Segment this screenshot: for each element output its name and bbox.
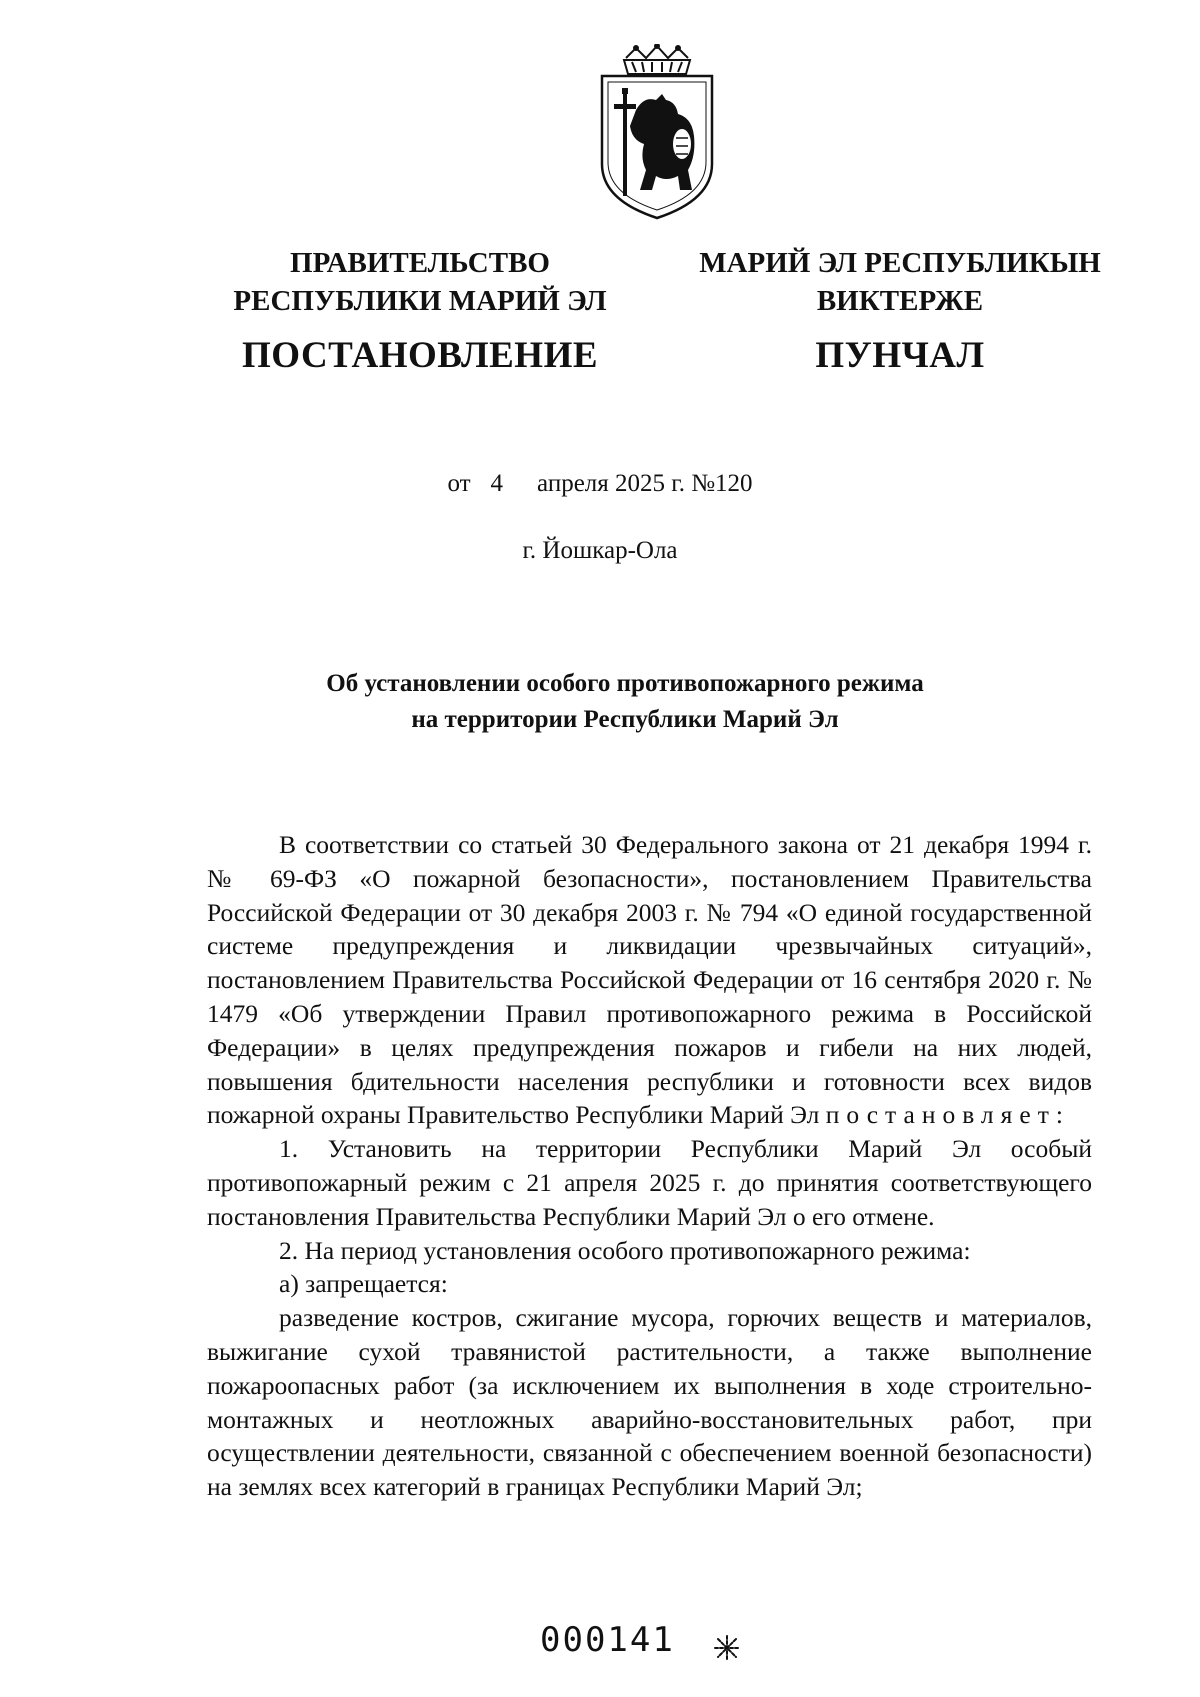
title-line1: Об установлении особого противопожарного режима [326,670,924,697]
date-prefix: от [447,470,471,497]
item-1: 1. Установить на территории Республики Марий Эл особый противопожарный режим с 21 апреля 2025 г. до принятия соответствующего постановления Правительства Республики Марий Эл о его отмене. [207,1134,1092,1231]
preamble-paragraph [207,828,1092,1132]
city: г. Йошкар-Ола [522,537,678,564]
header-left [190,244,650,378]
document-title [200,666,1050,738]
resolves-word: постановляет: [825,1100,1070,1130]
coat-of-arms-icon [596,44,718,222]
item-2a: а) запрещается: [279,1269,448,1299]
title-line2: на территории Республики Марий Эл [411,706,839,733]
asterisk-stamp-icon [713,1634,741,1662]
preamble-text: В соответствии со статьей 30 Федерального закона от 21 декабря 1994 г. № 69-ФЗ «О пожарной безопасности», постановлением Правительства Российской Федерации от 30 декабря 2003 г. № 794 «О единой государственной системе предупреждения и ликвидации чрезвычайных ситуаций», постановлением Правительства Российской Федерации от 16 сентября 2020 г. № 1479 «Об утверждении Правил противопожарного режима в Российской Федерации» в целях предупреждения пожаров и гибели на них людей, повышения бдительности населения республики и готовности всех видов пожарной охраны Правительство Республики Марий Эл [207,830,1092,1130]
document-number: №120 [691,470,753,497]
header-left-line1: ПРАВИТЕЛЬСТВО [290,247,550,279]
item-2a-text: разведение костров, сжигание мусора, горючих веществ и материалов, выжигание сухой травянистой растительности, а также выполнение пожароопасных работ (за исключением их выполнения в ходе строительно-монтажных и неотложных аварийно-восстановительных работ, при осуществлении деятельности, связанной с обеспечением военной безопасности) на землях всех категорий в границах Республики Марий Эл; [207,1303,1092,1502]
date-day: 4 [490,470,504,497]
doc-type-russian: ПОСТАНОВЛЕНИЕ [241,335,599,376]
serial-number: 000141 [540,1620,675,1660]
document-body [207,828,1092,1504]
doc-type-mari: ПУНЧАЛ [815,335,985,376]
header-left-line2: РЕСПУБЛИКИ МАРИЙ ЭЛ [233,285,607,317]
date-month-year: апреля 2025 г. [537,470,685,497]
header-right-line2: ВИКТЕРЖЕ [816,285,984,317]
date-line [0,470,1200,498]
header-right-line1: МАРИЙ ЭЛ РЕСПУБЛИКЫН [699,247,1101,279]
item-2: 2. На период установления особого противопожарного режима: [279,1235,971,1265]
header-right [670,244,1130,378]
